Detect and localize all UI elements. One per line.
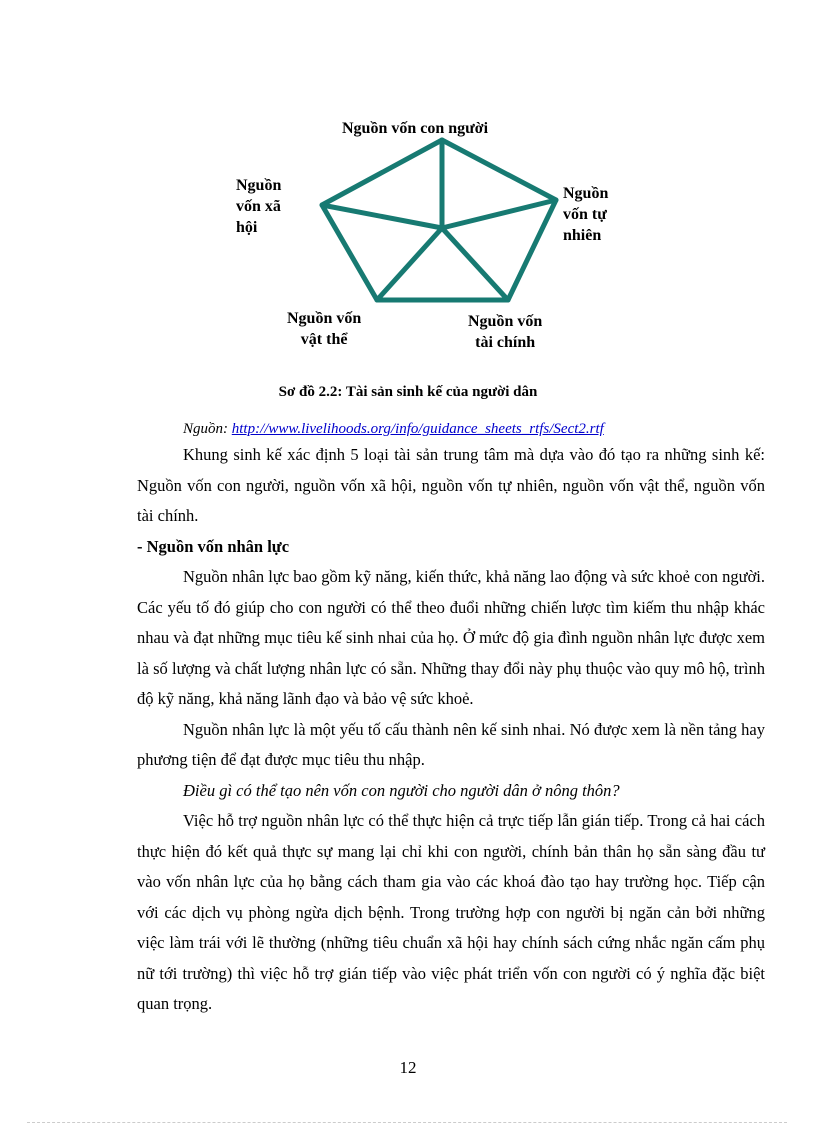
paragraph-intro: Khung sinh kế xác định 5 loại tài sản trung tâm mà dựa vào đó tạo ra những sinh kế: Nguồn vốn con người, nguồn vốn xã hội, nguồn vốn tự nhiên, nguồn vốn vật thể, nguồn vốn tài chính. — [137, 445, 765, 525]
question-line: Điều gì có thể tạo nên vốn con người cho người dân ở nông thôn? — [183, 780, 620, 800]
label-social-capital: Nguồn vốn xã hội — [236, 177, 282, 236]
paragraph-human-resources: Nguồn nhân lực bao gồm kỹ năng, kiến thức, khả năng lao động và sức khoẻ con người. Các yếu tố đó giúp cho con người có thể theo đuổi những chiến lược tìm kiếm thu nhập khác nhau và đạt những mục tiêu kế sinh nhai của họ. Ở mức độ gia đình nguồn nhân lực được xem là số lượng và chất lượng nhân lực có sẵn. Những thay đổi này phụ thuộc vào quy mô hộ, trình độ kỹ năng, khả năng lãnh đạo và bảo vệ sức khoẻ. — [137, 567, 765, 708]
section-heading: - Nguồn vốn nhân lực — [137, 536, 290, 556]
figure-source — [183, 421, 604, 438]
label-physical-capital: Nguồn vốn vật thể — [287, 310, 362, 348]
pentagon-diagram — [0, 0, 816, 380]
paragraph-support: Việc hỗ trợ nguồn nhân lực có thể thực hiện cả trực tiếp lẫn gián tiếp. Trong cả hai cách thực hiện đó kết quả thực sự mang lại chỉ khi con người, chính bản thân họ sẵn sàng đầu tư vào vốn nhân lực của họ bằng cách tham gia vào các khoá đào tạo hay trường học. Tiếp cận với các dịch vụ phòng ngừa dịch bệnh. Trong trường hợp con người bị ngăn cản bởi những việc làm trái với lẽ thường (những tiêu chuẩn xã hội hay chính sách cứng nhắc ngăn cấm phụ nữ tới trường) thì việc hỗ trợ gián tiếp vào việc phát triển vốn con người có ý nghĩa đặc biệt quan trọng. — [137, 811, 765, 1013]
label-human-capital: Nguồn vốn con người — [342, 120, 489, 137]
body-text — [137, 440, 765, 1020]
livelihood-assets-diagram — [0, 0, 816, 380]
figure-caption: Sơ đồ 2.2: Tài sản sinh kế của người dân — [278, 384, 538, 400]
label-natural-capital: Nguồn vốn tự nhiên — [563, 185, 609, 244]
page-number: 12 — [399, 1058, 417, 1077]
spoke-bottom-right — [442, 228, 508, 300]
paragraph-livelihood-factor: Nguồn nhân lực là một yếu tố cấu thành nên kế sinh nhai. Nó được xem là nền tảng hay phương tiện để đạt được mục tiêu thu nhập. — [137, 719, 765, 769]
pentagon-outline — [322, 140, 556, 300]
label-financial-capital: Nguồn vốn tài chính — [468, 313, 543, 351]
spoke-right — [442, 200, 556, 228]
source-link[interactable]: http://www.livelihoods.org/info/guidance_sheets_rtfs/Sect2.rtf — [231, 421, 604, 437]
spoke-bottom-left — [377, 228, 442, 300]
spoke-left — [322, 205, 442, 228]
source-prefix: Nguồn: — [183, 421, 228, 437]
